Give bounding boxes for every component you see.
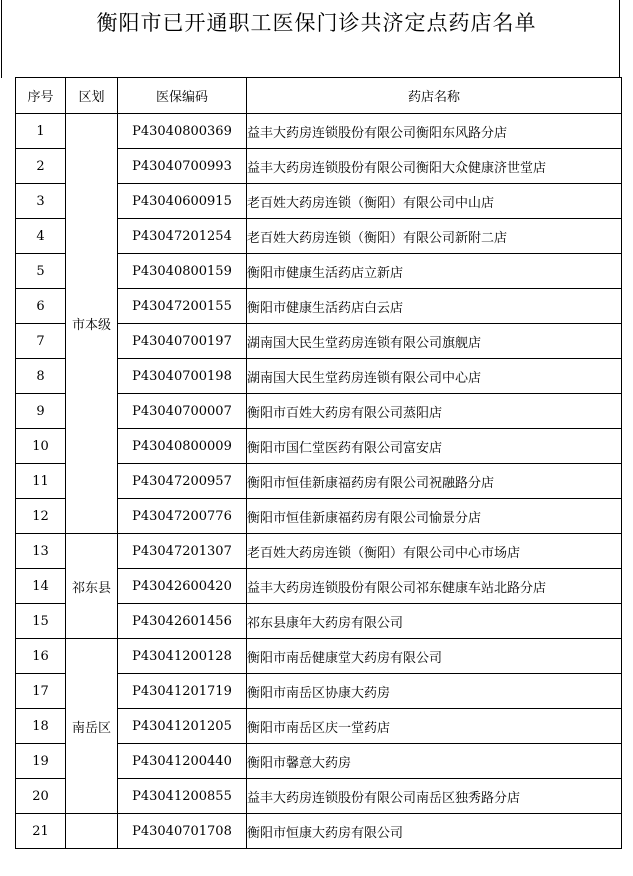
row-insurance-code: P43047201307 bbox=[118, 534, 247, 569]
row-insurance-code: P43040700007 bbox=[118, 394, 247, 429]
header-code: 医保编码 bbox=[118, 78, 247, 114]
row-seq: 1 bbox=[16, 114, 66, 149]
row-pharmacy-name: 衡阳市健康生活药店立新店 bbox=[247, 254, 622, 289]
row-seq: 7 bbox=[16, 324, 66, 359]
district-cell: 市本级 bbox=[66, 114, 118, 534]
row-pharmacy-name: 祁东县康年大药房有限公司 bbox=[247, 604, 622, 639]
row-insurance-code: P43040700993 bbox=[118, 149, 247, 184]
row-insurance-code: P43041201719 bbox=[118, 674, 247, 709]
row-pharmacy-name: 湖南国大民生堂药房连锁有限公司中心店 bbox=[247, 359, 622, 394]
row-pharmacy-name: 湖南国大民生堂药房连锁有限公司旗舰店 bbox=[247, 324, 622, 359]
header-seq: 序号 bbox=[16, 78, 66, 114]
row-pharmacy-name: 老百姓大药房连锁（衡阳）有限公司中山店 bbox=[247, 184, 622, 219]
row-seq: 14 bbox=[16, 569, 66, 604]
district-cell: 祁东县 bbox=[66, 534, 118, 639]
row-insurance-code: P43040701708 bbox=[118, 814, 247, 849]
row-seq: 13 bbox=[16, 534, 66, 569]
row-seq: 18 bbox=[16, 709, 66, 744]
row-pharmacy-name: 衡阳市恒佳新康福药房有限公司愉景分店 bbox=[247, 499, 622, 534]
row-insurance-code: P43040700197 bbox=[118, 324, 247, 359]
table-row bbox=[16, 534, 622, 569]
district-cell: 南岳区 bbox=[66, 639, 118, 814]
row-insurance-code: P43042601456 bbox=[118, 604, 247, 639]
header-name: 药店名称 bbox=[247, 78, 622, 114]
row-pharmacy-name: 衡阳市健康生活药店白云店 bbox=[247, 289, 622, 324]
row-pharmacy-name: 衡阳市馨意大药房 bbox=[247, 744, 622, 779]
pharmacy-table bbox=[15, 77, 622, 849]
row-pharmacy-name: 衡阳市国仁堂医药有限公司富安店 bbox=[247, 429, 622, 464]
table-row bbox=[16, 114, 622, 149]
row-seq: 3 bbox=[16, 184, 66, 219]
row-insurance-code: P43041200855 bbox=[118, 779, 247, 814]
row-insurance-code: P43040800369 bbox=[118, 114, 247, 149]
row-seq: 19 bbox=[16, 744, 66, 779]
page-title: 衡阳市已开通职工医保门诊共济定点药店名单 bbox=[96, 11, 537, 35]
row-seq: 21 bbox=[16, 814, 66, 849]
row-pharmacy-name: 衡阳市南岳区协康大药房 bbox=[247, 674, 622, 709]
row-seq: 12 bbox=[16, 499, 66, 534]
row-insurance-code: P43041200440 bbox=[118, 744, 247, 779]
row-seq: 17 bbox=[16, 674, 66, 709]
row-insurance-code: P43047201254 bbox=[118, 219, 247, 254]
row-seq: 6 bbox=[16, 289, 66, 324]
row-insurance-code: P43040700198 bbox=[118, 359, 247, 394]
table-header bbox=[16, 78, 622, 114]
row-insurance-code: P43041201205 bbox=[118, 709, 247, 744]
row-pharmacy-name: 衡阳市南岳区庆一堂药店 bbox=[247, 709, 622, 744]
table-row bbox=[16, 639, 622, 674]
row-insurance-code: P43047200776 bbox=[118, 499, 247, 534]
row-pharmacy-name: 衡阳市恒康大药房有限公司 bbox=[247, 814, 622, 849]
row-pharmacy-name: 衡阳市百姓大药房有限公司蒸阳店 bbox=[247, 394, 622, 429]
row-pharmacy-name: 老百姓大药房连锁（衡阳）有限公司新附二店 bbox=[247, 219, 622, 254]
row-insurance-code: P43047200155 bbox=[118, 289, 247, 324]
row-seq: 8 bbox=[16, 359, 66, 394]
table-row bbox=[16, 814, 622, 849]
table-body bbox=[16, 114, 622, 849]
row-pharmacy-name: 老百姓大药房连锁（衡阳）有限公司中心市场店 bbox=[247, 534, 622, 569]
row-pharmacy-name: 益丰大药房连锁股份有限公司衡阳东风路分店 bbox=[247, 114, 622, 149]
row-insurance-code: P43040800159 bbox=[118, 254, 247, 289]
row-insurance-code: P43042600420 bbox=[118, 569, 247, 604]
row-seq: 5 bbox=[16, 254, 66, 289]
row-seq: 2 bbox=[16, 149, 66, 184]
row-pharmacy-name: 益丰大药房连锁股份有限公司南岳区独秀路分店 bbox=[247, 779, 622, 814]
district-cell bbox=[66, 814, 118, 849]
header-district: 区划 bbox=[66, 78, 118, 114]
row-seq: 4 bbox=[16, 219, 66, 254]
row-pharmacy-name: 益丰大药房连锁股份有限公司衡阳大众健康济世堂店 bbox=[247, 149, 622, 184]
row-seq: 16 bbox=[16, 639, 66, 674]
row-seq: 9 bbox=[16, 394, 66, 429]
row-insurance-code: P43040800009 bbox=[118, 429, 247, 464]
row-insurance-code: P43041200128 bbox=[118, 639, 247, 674]
row-pharmacy-name: 益丰大药房连锁股份有限公司祁东健康车站北路分店 bbox=[247, 569, 622, 604]
row-pharmacy-name: 衡阳市恒佳新康福药房有限公司祝融路分店 bbox=[247, 464, 622, 499]
row-pharmacy-name: 衡阳市南岳健康堂大药房有限公司 bbox=[247, 639, 622, 674]
row-seq: 20 bbox=[16, 779, 66, 814]
row-insurance-code: P43047200957 bbox=[118, 464, 247, 499]
header-row bbox=[16, 78, 622, 114]
row-seq: 10 bbox=[16, 429, 66, 464]
row-insurance-code: P43040600915 bbox=[118, 184, 247, 219]
row-seq: 15 bbox=[16, 604, 66, 639]
row-seq: 11 bbox=[16, 464, 66, 499]
